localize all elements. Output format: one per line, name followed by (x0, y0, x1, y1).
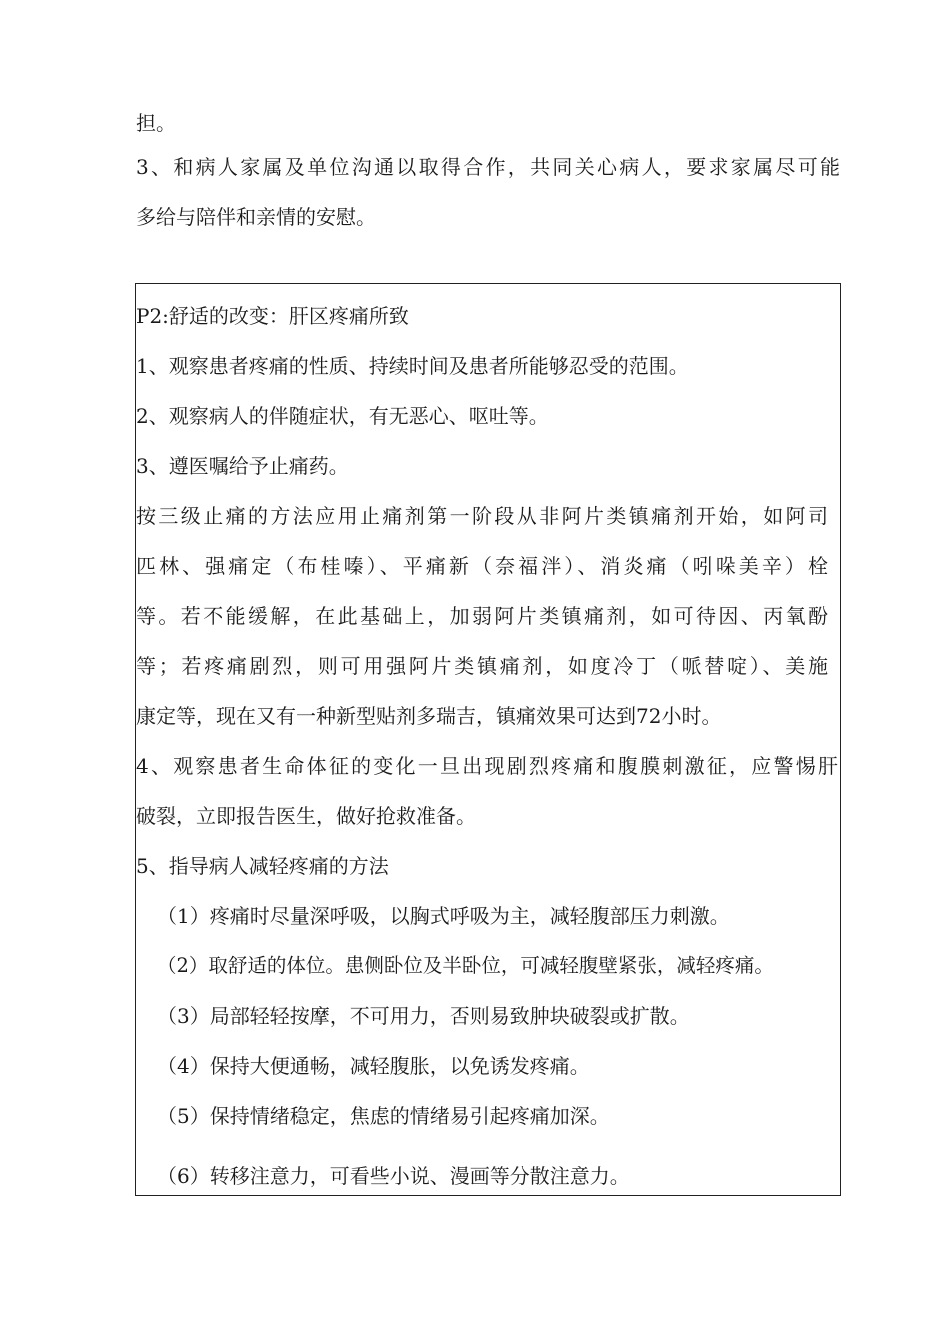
section-title: P2:舒适的改变：肝区疼痛所致 (136, 304, 409, 328)
method-4: （4）保持大便通畅，减轻腹胀，以免诱发疼痛。 (157, 1054, 590, 1078)
intro-item-3-line-1: 3、和病人家属及单位沟通以取得合作，共同关心病人，要求家属尽可能 (136, 155, 840, 179)
intro-continuation: 担。 (136, 111, 176, 135)
method-3: （3）局部轻轻按摩，不可用力，否则易致肿块破裂或扩散。 (157, 1004, 690, 1028)
intro-item-3-line-2: 多给与陪伴和亲情的安慰。 (136, 205, 376, 229)
analgesic-paragraph-line-3: 等。若不能缓解，在此基础上，加弱阿片类镇痛剂，如可待因、丙氧酚 (136, 604, 828, 628)
care-item-1: 1、观察患者疼痛的性质、持续时间及患者所能够忍受的范围。 (136, 354, 689, 378)
method-2: （2）取舒适的体位。患侧卧位及半卧位，可减轻腹壁紧张，减轻疼痛。 (157, 954, 774, 977)
analgesic-paragraph-line-4: 等；若疼痛剧烈，则可用强阿片类镇痛剂，如度冷丁（哌替啶）、美施 (136, 654, 828, 678)
care-item-4-line-2: 破裂，立即报告医生，做好抢救准备。 (136, 804, 476, 828)
analgesic-paragraph-line-2: 匹林、强痛定（布桂嗪）、平痛新（奈福泮）、消炎痛（吲哚美辛）栓 (136, 554, 828, 578)
method-1: （1）疼痛时尽量深呼吸，以胸式呼吸为主，减轻腹部压力刺激。 (157, 904, 730, 928)
analgesic-paragraph-line-5: 康定等，现在又有一种新型贴剂多瑞吉，镇痛效果可达到72小时。 (136, 704, 722, 728)
method-5: （5）保持情绪稳定，焦虑的情绪易引起疼痛加深。 (157, 1104, 610, 1128)
analgesic-paragraph-line-1: 按三级止痛的方法应用止痛剂第一阶段从非阿片类镇痛剂开始，如阿司 (136, 504, 828, 528)
method-6: （6）转移注意力，可看些小说、漫画等分散注意力。 (157, 1164, 630, 1188)
care-item-5: 5、指导病人减轻疼痛的方法 (136, 854, 389, 878)
care-item-3: 3、遵医嘱给予止痛药。 (136, 454, 349, 478)
care-item-4-line-1: 4、观察患者生命体征的变化一旦出现剧烈疼痛和腹膜刺激征，应警惕肝 (136, 754, 838, 778)
care-item-2: 2、观察病人的伴随症状，有无恶心、呕吐等。 (136, 404, 549, 428)
